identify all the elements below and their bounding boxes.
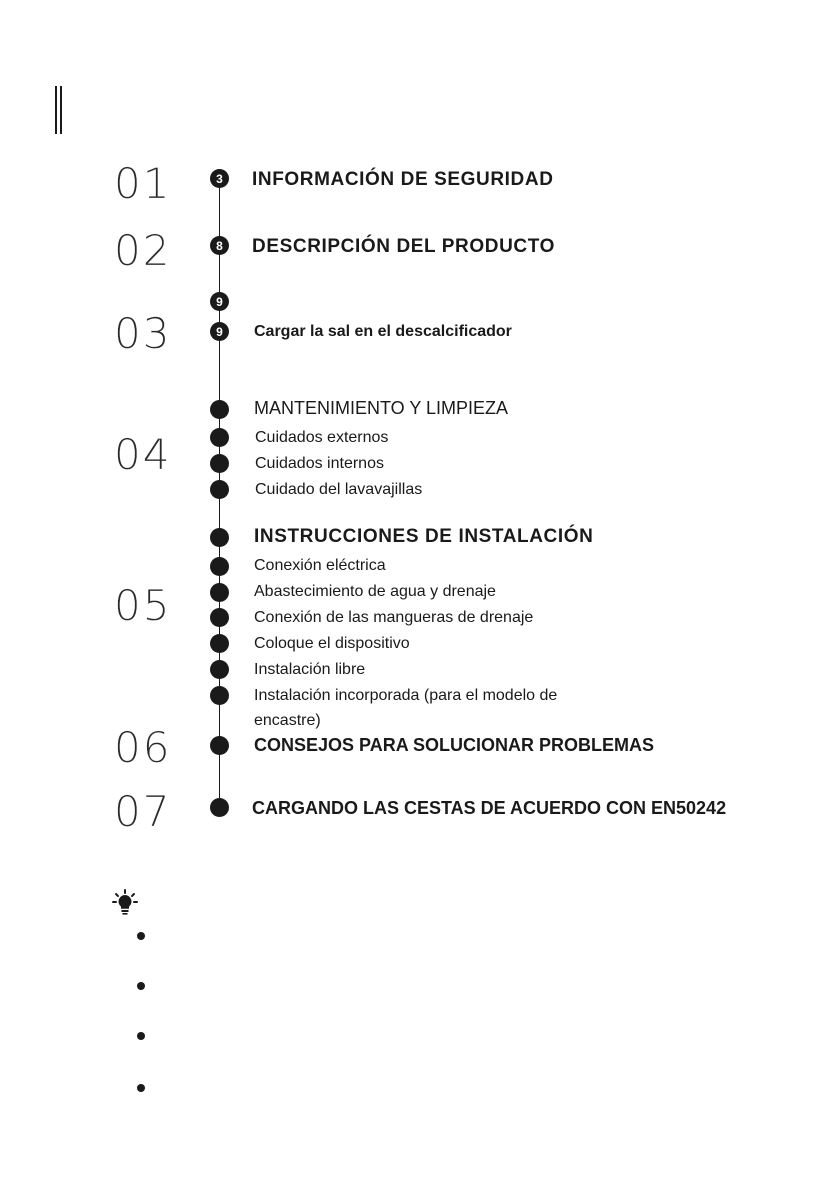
toc-entry-electrica[interactable]: Conexión eléctrica xyxy=(254,557,386,574)
note-bullet-4 xyxy=(137,1084,145,1092)
toc-entry-agua[interactable]: Abastecimiento de agua y drenaje xyxy=(254,583,496,600)
toc-entry-libre[interactable]: Instalación libre xyxy=(254,661,366,678)
dot-mangueras xyxy=(210,608,229,627)
section-number-05: 05 xyxy=(114,581,172,630)
toc-entry-mantenimiento[interactable]: MANTENIMIENTO Y LIMPIEZA xyxy=(254,398,509,418)
toc-entry-lavavajillas[interactable]: Cuidado del lavavajillas xyxy=(255,481,423,498)
section-number-02: 02 xyxy=(114,226,172,275)
toc-entry-coloque[interactable]: Coloque el dispositivo xyxy=(254,635,410,652)
section-number-03: 03 xyxy=(114,309,172,358)
dot-mantenimiento xyxy=(210,400,229,419)
toc-entry-cestas[interactable]: CARGANDO LAS CESTAS DE ACUERDO CON EN50242 xyxy=(252,798,727,818)
dot-cestas xyxy=(210,798,229,817)
note-bullet-2 xyxy=(137,982,145,990)
page-dot-seguridad: 3 xyxy=(210,169,229,188)
page-dot-sal: 9 xyxy=(210,322,229,341)
dot-lavavajillas xyxy=(210,480,229,499)
dot-libre xyxy=(210,660,229,679)
toc-entry-incorporada[interactable]: Instalación incorporada (para el modelo de encastre) xyxy=(254,687,558,729)
dot-electrica xyxy=(210,557,229,576)
dot-agua xyxy=(210,583,229,602)
toc-entry-externos[interactable]: Cuidados externos xyxy=(255,429,389,446)
toc-entry-mangueras[interactable]: Conexión de las mangueras de drenaje xyxy=(254,609,534,626)
lightbulb-icon xyxy=(112,889,138,920)
toc-entry-consejos[interactable]: CONSEJOS PARA SOLUCIONAR PROBLEMAS xyxy=(254,735,655,755)
section-number-04: 04 xyxy=(114,430,172,479)
dot-incorporada xyxy=(210,686,229,705)
page-dot-extra: 9 xyxy=(210,292,229,311)
dot-internos xyxy=(210,454,229,473)
section-number-01: 01 xyxy=(114,159,172,208)
toc-entry-descripcion[interactable]: DESCRIPCIÓN DEL PRODUCTO xyxy=(252,236,555,257)
section-number-06: 06 xyxy=(114,723,172,772)
toc-entry-instalacion[interactable]: INSTRUCCIONES DE INSTALACIÓN xyxy=(254,526,594,547)
dot-coloque xyxy=(210,634,229,653)
dot-consejos xyxy=(210,736,229,755)
page-dot-descripcion: 8 xyxy=(210,236,229,255)
page-marker-bar xyxy=(55,86,62,134)
toc-entry-sal[interactable]: Cargar la sal en el descalcificador xyxy=(254,323,512,340)
toc-entry-internos[interactable]: Cuidados internos xyxy=(255,455,384,472)
section-number-07: 07 xyxy=(114,787,172,836)
dot-instalacion xyxy=(210,528,229,547)
note-bullet-1 xyxy=(137,932,145,940)
dot-externos xyxy=(210,428,229,447)
note-bullet-3 xyxy=(137,1032,145,1040)
toc-entry-seguridad[interactable]: INFORMACIÓN DE SEGURIDAD xyxy=(252,169,554,190)
